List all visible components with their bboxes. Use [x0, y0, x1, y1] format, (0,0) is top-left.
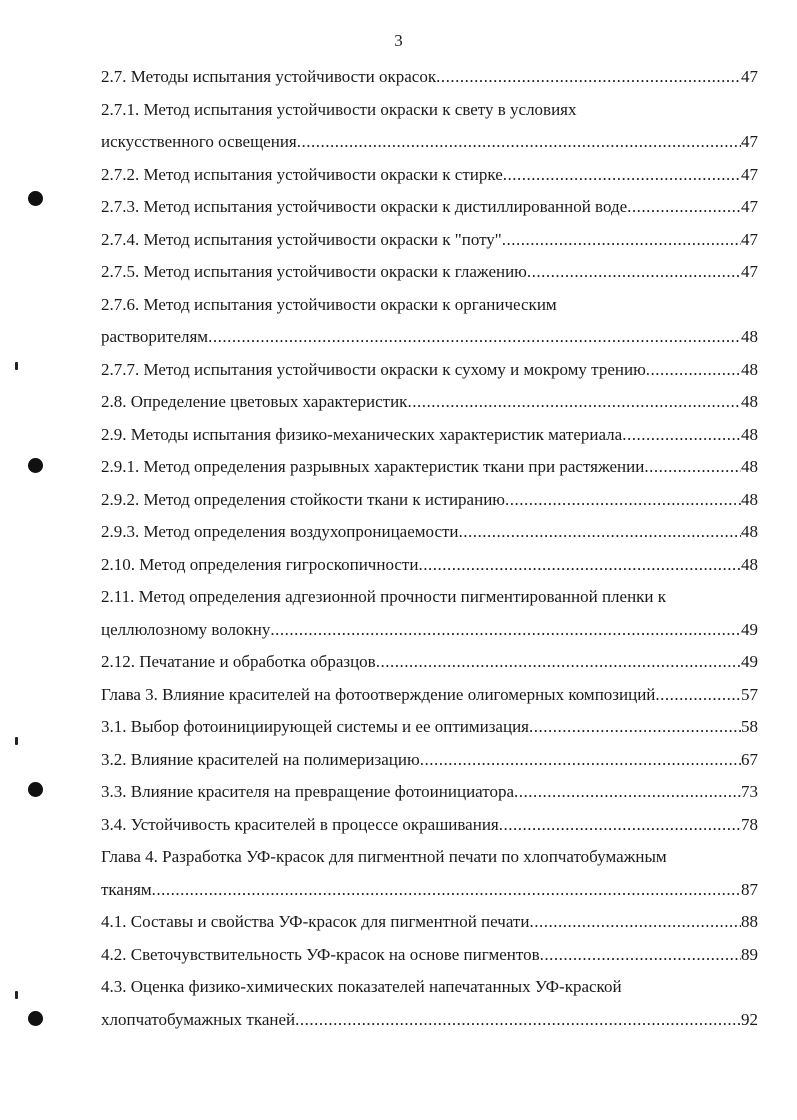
toc-entry	[101, 971, 758, 1036]
toc-entry-page: 48	[741, 554, 758, 574]
toc-entry-line	[101, 614, 758, 647]
toc-entry-line	[101, 256, 758, 289]
toc-entry-page: 49	[741, 619, 758, 639]
dot-leader	[295, 1004, 741, 1037]
toc-entry-title: искусственного освещения	[101, 132, 297, 151]
toc-entry-line	[101, 451, 758, 484]
scan-mark	[15, 362, 18, 370]
toc-entry-page: 48	[741, 457, 758, 476]
scan-mark	[15, 991, 18, 999]
toc-entry-line	[101, 711, 758, 744]
toc-entry-page: 89	[741, 944, 758, 964]
binder-hole	[28, 782, 43, 797]
dot-leader	[418, 549, 741, 582]
toc-entry-title: хлопчатобумажных тканей	[101, 1009, 296, 1029]
toc-entry-title: 4.1. Составы и свойства УФ-красок для пигментной печати	[101, 912, 530, 931]
toc-entry-line	[101, 224, 758, 257]
toc-entry	[101, 744, 758, 777]
toc-entry	[101, 419, 758, 452]
toc-entry-title: Глава 3. Влияние красителей на фотоотверждение олигомерных композиций	[101, 684, 656, 704]
toc-entry-line	[101, 939, 758, 972]
dot-leader	[270, 614, 741, 647]
toc-entry-page: 48	[741, 424, 758, 444]
toc-entry	[101, 679, 758, 712]
toc-entry-wrapped-line	[101, 841, 758, 874]
dot-leader	[540, 939, 741, 972]
toc-entry-page: 88	[741, 912, 758, 931]
toc-entry-line	[101, 744, 758, 777]
dot-leader	[505, 484, 741, 517]
toc-entry	[101, 451, 758, 484]
toc-entry	[101, 224, 758, 257]
toc-entry-title: 2.11. Метод определения адгезионной прочности пигментированной пленки к	[101, 587, 667, 606]
dot-leader	[499, 809, 741, 842]
binder-hole	[28, 458, 43, 473]
dot-leader	[420, 744, 741, 777]
toc-entry-title: 4.3. Оценка физико-химических показателей напечатанных УФ-краской	[101, 977, 622, 996]
binder-hole	[28, 191, 43, 206]
toc-entry	[101, 711, 758, 744]
toc-entry	[101, 94, 758, 159]
toc-entry-title: 2.9.3. Метод определения воздухопроницаемости	[101, 522, 459, 541]
dot-leader	[208, 321, 741, 354]
dot-leader	[529, 711, 741, 744]
toc-entry-page: 47	[741, 197, 758, 216]
toc-entry	[101, 354, 758, 387]
toc-entry-line	[101, 906, 758, 939]
toc-entry	[101, 841, 758, 906]
toc-entry	[101, 386, 758, 419]
toc-entry-title: 2.10. Метод определения гигроскопичности	[101, 554, 419, 574]
toc-entry-title: 2.12. Печатание и обработка образцов	[101, 652, 376, 671]
dot-leader	[655, 679, 741, 712]
toc-entry-page: 67	[741, 749, 758, 769]
toc-entry-title: 2.7.7. Метод испытания устойчивости окраски к сухому и мокрому трению	[101, 359, 646, 379]
toc-entry	[101, 776, 758, 809]
toc-entry-page: 47	[741, 132, 758, 151]
toc-entry-title: 2.7.2. Метод испытания устойчивости окраски к стирке	[101, 164, 503, 184]
dot-leader	[503, 159, 741, 192]
toc-entry-title: 2.7.5. Метод испытания устойчивости окраски к глажению	[101, 262, 527, 281]
toc-entry-page: 48	[741, 327, 758, 346]
dot-leader	[407, 386, 741, 419]
dot-leader	[627, 191, 741, 224]
toc-entry-line	[101, 321, 758, 354]
toc-entry-title: 3.3. Влияние красителя на превращение фотоинициатора	[101, 782, 515, 801]
toc-entry	[101, 549, 758, 582]
toc-entry-wrapped-line	[101, 94, 758, 127]
dot-leader	[514, 776, 741, 809]
toc-entry-line	[101, 809, 758, 842]
toc-entry-title: 2.7.6. Метод испытания устойчивости окраски к органическим	[101, 294, 557, 314]
toc-entry-page: 48	[741, 392, 758, 411]
page-number: 3	[394, 31, 403, 50]
toc-entry-line	[101, 484, 758, 517]
toc-entry-page: 48	[741, 359, 758, 379]
toc-entry	[101, 516, 758, 549]
toc-entry-title: 2.7.3. Метод испытания устойчивости окраски к дистиллированной воде	[101, 197, 628, 216]
toc-entry	[101, 581, 758, 646]
table-of-contents	[101, 61, 758, 1036]
toc-entry-line	[101, 191, 758, 224]
toc-entry-title: 3.2. Влияние красителей на полимеризацию	[101, 749, 420, 769]
toc-entry-title: 2.7.1. Метод испытания устойчивости окраски к свету в условиях	[101, 99, 577, 119]
toc-entry-page: 57	[741, 684, 758, 704]
toc-entry-line	[101, 159, 758, 192]
toc-entry-line	[101, 61, 758, 94]
toc-entry-page: 73	[741, 782, 758, 801]
toc-entry-line	[101, 126, 758, 159]
toc-entry-title: 2.8. Определение цветовых характеристик	[101, 392, 408, 411]
toc-entry	[101, 289, 758, 354]
dot-leader	[622, 419, 741, 452]
toc-entry-title: 2.9. Методы испытания физико-механических характеристик материала	[101, 424, 623, 444]
toc-entry-title: 2.7.4. Метод испытания устойчивости окраски к "поту"	[101, 229, 502, 249]
dot-leader	[459, 516, 741, 549]
toc-entry-page: 48	[741, 522, 758, 541]
toc-entry-line	[101, 419, 758, 452]
toc-entry	[101, 809, 758, 842]
toc-entry-wrapped-line	[101, 289, 758, 322]
toc-entry-page: 92	[741, 1009, 758, 1029]
dot-leader	[376, 646, 741, 679]
toc-entry-title: 2.9.1. Метод определения разрывных характеристик ткани при растяжении	[101, 457, 645, 476]
toc-entry-page: 49	[741, 652, 758, 671]
dot-leader	[502, 224, 741, 257]
toc-entry	[101, 646, 758, 679]
dot-leader	[297, 126, 741, 159]
toc-entry-title: растворителям	[101, 327, 209, 346]
toc-entry	[101, 939, 758, 972]
toc-entry-line	[101, 776, 758, 809]
toc-entry-line	[101, 354, 758, 387]
toc-entry-page: 47	[741, 229, 758, 249]
toc-entry-title: 4.2. Светочувствительность УФ-красок на основе пигментов	[101, 944, 540, 964]
toc-entry-line	[101, 386, 758, 419]
dot-leader	[529, 906, 741, 939]
toc-entry	[101, 484, 758, 517]
dot-leader	[436, 61, 741, 94]
dot-leader	[152, 874, 741, 907]
toc-entry-line	[101, 874, 758, 907]
dot-leader	[644, 451, 741, 484]
toc-entry-title: Глава 4. Разработка УФ-красок для пигментной печати по хлопчатобумажным	[101, 847, 667, 866]
toc-entry-wrapped-line	[101, 971, 758, 1004]
toc-entry-line	[101, 1004, 758, 1037]
toc-entry-wrapped-line	[101, 581, 758, 614]
toc-entry-page: 78	[741, 814, 758, 834]
toc-entry-page: 48	[741, 489, 758, 509]
scan-mark	[15, 737, 18, 745]
toc-entry-page: 47	[741, 262, 758, 281]
toc-entry-line	[101, 516, 758, 549]
toc-entry	[101, 256, 758, 289]
dot-leader	[646, 354, 741, 387]
toc-entry-line	[101, 679, 758, 712]
toc-entry-line	[101, 549, 758, 582]
toc-entry	[101, 906, 758, 939]
binder-hole	[28, 1011, 43, 1026]
toc-entry-page: 87	[741, 879, 758, 899]
toc-entry	[101, 191, 758, 224]
toc-entry-page: 47	[741, 164, 758, 184]
toc-entry-title: 3.4. Устойчивость красителей в процессе окрашивания	[101, 814, 499, 834]
toc-entry-title: целлюлозному волокну	[101, 619, 271, 639]
toc-entry-title: 3.1. Выбор фотоинициирующей системы и ее оптимизация	[101, 717, 529, 736]
toc-entry-page: 58	[741, 717, 758, 736]
toc-entry-title: 2.7. Методы испытания устойчивости окрасок	[101, 67, 437, 86]
toc-entry-title: тканям	[101, 879, 152, 899]
toc-entry-title: 2.9.2. Метод определения стойкости ткани к истиранию	[101, 489, 505, 509]
toc-entry-page: 47	[741, 67, 758, 86]
toc-entry-line	[101, 646, 758, 679]
toc-entry	[101, 159, 758, 192]
dot-leader	[527, 256, 741, 289]
toc-entry	[101, 61, 758, 94]
